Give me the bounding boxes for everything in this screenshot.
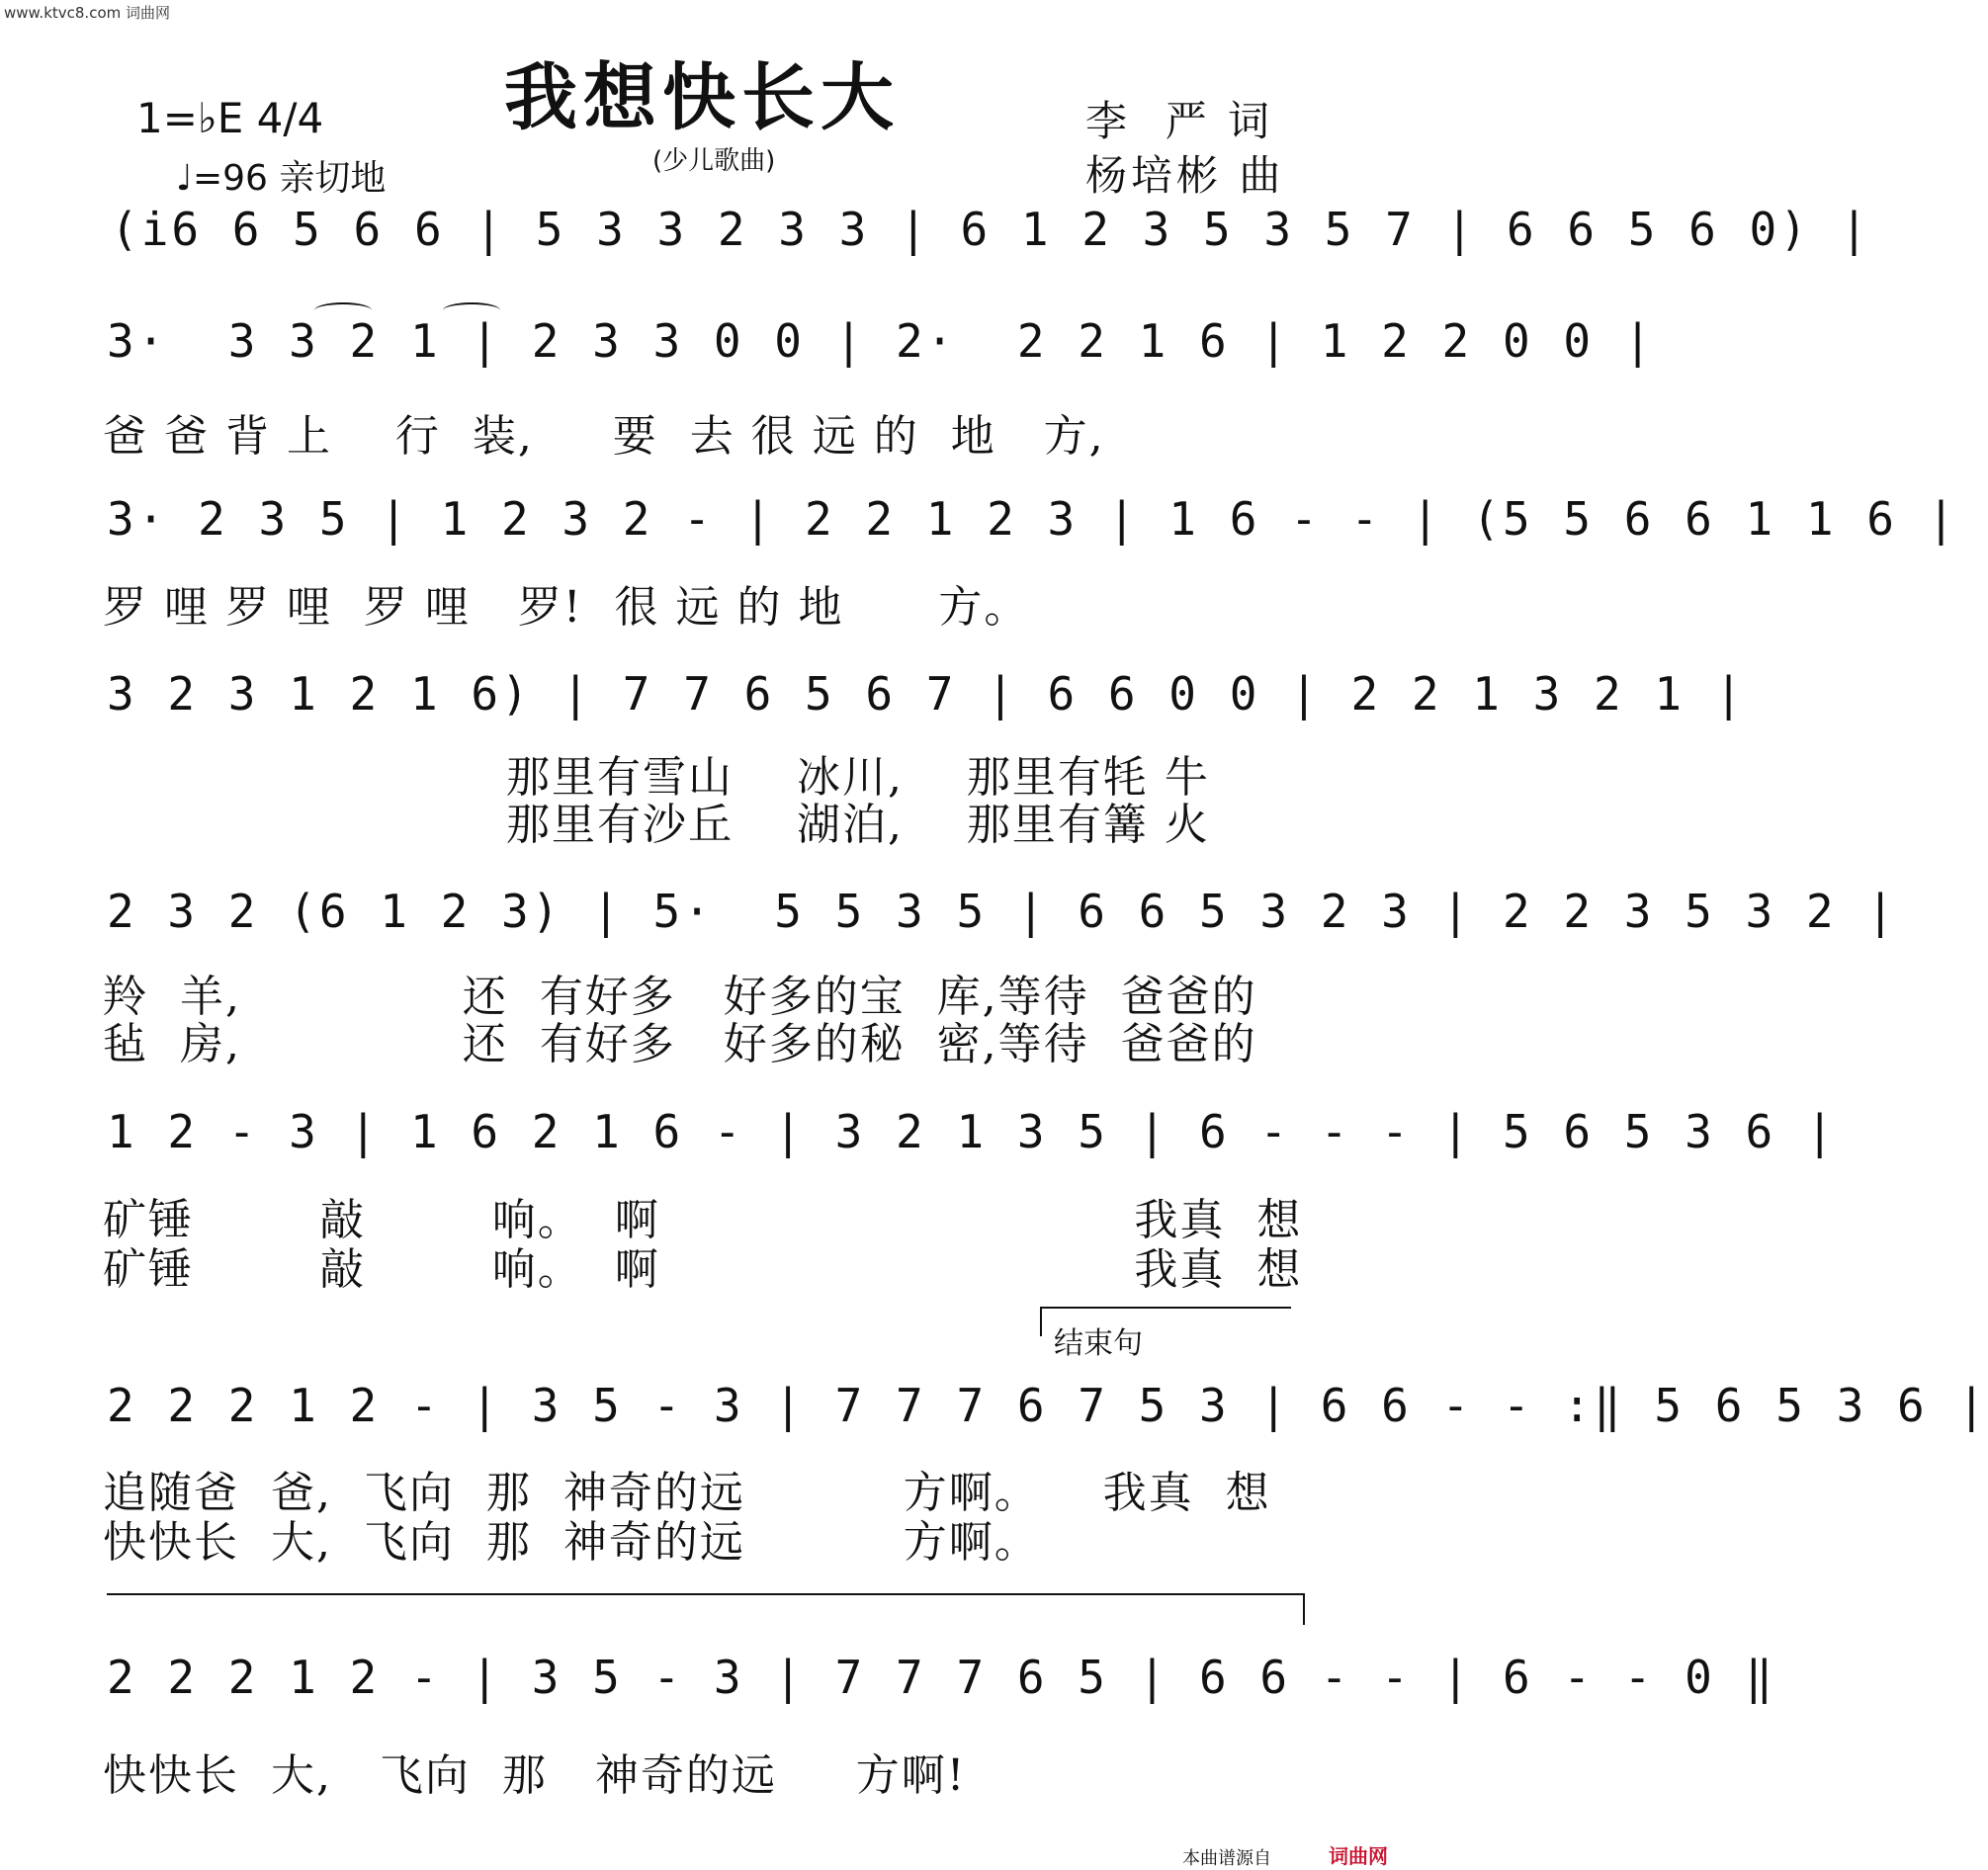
lyrics-row-3: 罗 哩 罗 哩 罗 哩 罗! 很 远 的 地 方。 bbox=[103, 582, 1030, 633]
notation-row-2: 3· 3 3 2 1 | 2 3 3 0 0 | 2· 2 2 1 6 | 1 2 2 0 0 | bbox=[107, 314, 1655, 368]
notation-row-intro: (i̇6 6 5 6 6 | 5 3 3 2 3 3 | 6 1 2 3 5 3 5 7 | 6 6 5 6 0) | bbox=[111, 203, 1871, 256]
ending-divider bbox=[107, 1593, 1305, 1625]
notation-row-7: 2 2 2 1 2 - | 3 5 - 3 | 7 7 7 6 7 5 3 | 6 6 - - :‖ 5 6 5 3 6 | bbox=[107, 1379, 1988, 1432]
lyrics-row-7-verse-1: 追随爸 爸, 飞向 那 神奇的远 方啊。 我真 想 bbox=[103, 1468, 1271, 1518]
lyrics-row-5-verse-1: 羚 羊, 还 有好多 好多的宝 库,等待 爸爸的 bbox=[103, 972, 1257, 1022]
song-title: 我想快长大 bbox=[504, 55, 900, 140]
notation-row-8: 2 2 2 1 2 - | 3 5 - 3 | 7 7 7 6 5 | 6 6 - - | 6 - - 0 ‖ bbox=[107, 1651, 1776, 1704]
lyrics-row-4-verse-2: 那里有沙丘 湖泊, 那里有篝 火 bbox=[506, 800, 1210, 850]
notation-row-6: 1 2 - 3 | 1 6 2 1 6 - | 3 2 1 3 5 | 6 - - - | 5 6 5 3 6 | bbox=[107, 1105, 1837, 1158]
lyrics-row-2: 爸 爸 背 上 行 装, 要 去 很 远 的 地 方, bbox=[103, 411, 1105, 462]
lyrics-row-8: 快快长 大, 飞向 那 神奇的远 方啊! bbox=[103, 1750, 967, 1801]
composer-credit: 杨培彬 曲 bbox=[1085, 151, 1285, 200]
lyrics-row-6-verse-2: 矿锤 敲 响。 啊 我真 想 bbox=[103, 1244, 1303, 1295]
ending-label: 结束句 bbox=[1054, 1326, 1143, 1361]
notation-row-5: 2 3 2 (6 1 2 3) | 5· 5 5 3 5 | 6 6 5 3 2 3 | 2 2 3 5 3 2 | bbox=[107, 885, 1897, 938]
lyrics-row-4-verse-1: 那里有雪山 冰川, 那里有牦 牛 bbox=[506, 752, 1210, 803]
lyrics-row-6-verse-1: 矿锤 敲 响。 啊 我真 想 bbox=[103, 1195, 1303, 1245]
key-signature: 1=♭E 4/4 bbox=[136, 94, 324, 142]
song-subtitle: (少儿歌曲) bbox=[652, 146, 776, 176]
footer-source-text: 本曲谱源自 bbox=[1182, 1848, 1271, 1869]
notation-row-3: 3· 2 3 5 | 1 2 3 2 - | 2 2 1 2 3 | 1 6 - - | (5 5 6 6 1 1 6 | bbox=[107, 492, 1958, 546]
lyrics-row-7-verse-2: 快快长 大, 飞向 那 神奇的远 方啊。 bbox=[103, 1517, 1040, 1568]
notation-row-4: 3 2 3 1 2 1 6) | 7 7 6 5 6 7 | 6 6 0 0 | 2 2 1 3 2 1 | bbox=[107, 667, 1746, 721]
lyricist-credit: 李 严 词 bbox=[1085, 97, 1274, 145]
tempo-marking: ♩=96 亲切地 bbox=[176, 158, 387, 199]
footer-logo: 词曲网 bbox=[1329, 1844, 1388, 1868]
watermark-url: www.ktvc8.com 词曲网 bbox=[4, 4, 171, 22]
lyrics-row-5-verse-2: 毡 房, 还 有好多 好多的秘 密,等待 爸爸的 bbox=[103, 1019, 1257, 1069]
